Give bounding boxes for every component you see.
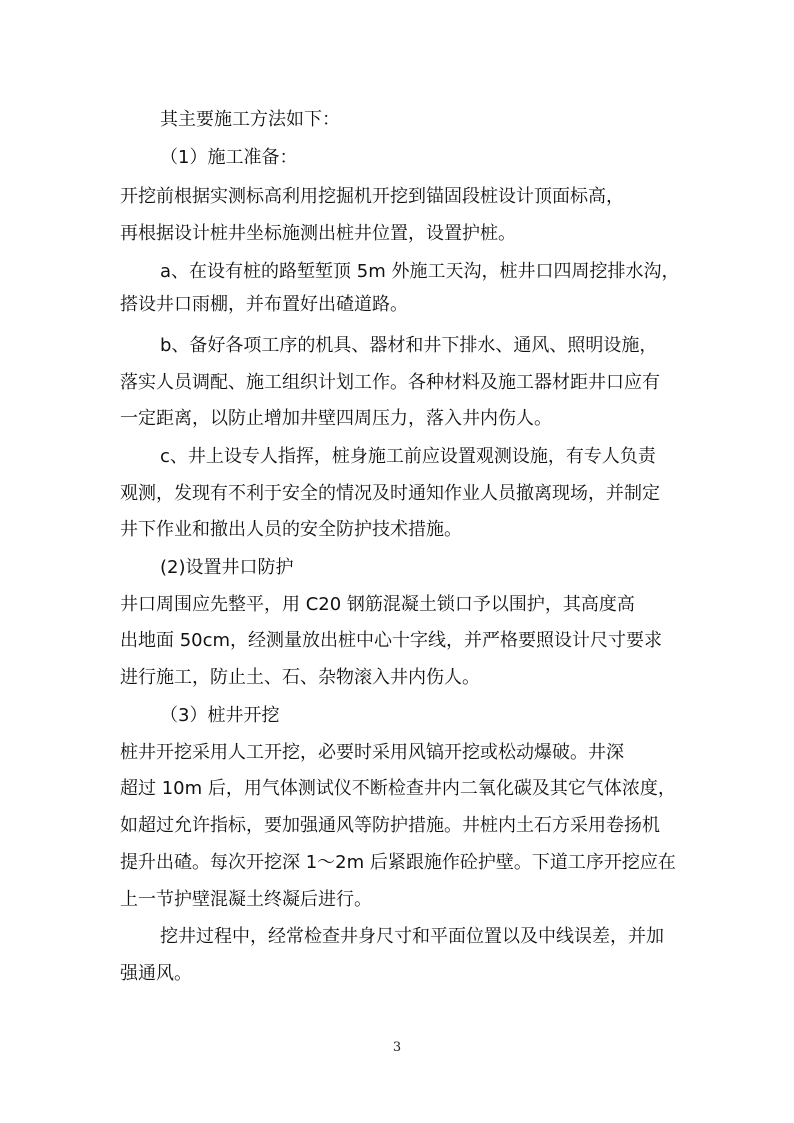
text-line: 超过 10m 后，用气体测试仪不断检查井内二氧化碳及其它气体浓度，: [120, 778, 676, 799]
text-line: 进行施工，防止土、石、杂物滚入井内伤人。: [120, 667, 480, 688]
text-line: 桩井开挖采用人工开挖，必要时采用风镐开挖或松动爆破。井深: [120, 742, 624, 763]
text-line: 出地面 50cm，经测量放出桩中心十字线，并严格要照设计尺寸要求: [120, 630, 663, 651]
item-c-line: c、井上设专人指挥，桩身施工前应设置观测设施，有专人负责: [160, 446, 656, 467]
text-line: 一定距离，以防止增加井壁四周压力，落入井内伤人。: [120, 408, 552, 429]
text-line: 挖井过程中，经常检查井身尺寸和平面位置以及中线误差，并加: [160, 926, 664, 947]
section-3-heading: （3）桩井开挖: [160, 705, 280, 726]
page-number: 3: [392, 1040, 402, 1055]
text-line: 搭设井口雨棚，并布置好出碴道路。: [120, 294, 408, 315]
section-1-heading: （1）施工准备：: [160, 147, 298, 168]
item-a-line: a、在设有桩的路堑堑顶 5m 外施工天沟，桩井口四周挖排水沟，: [160, 261, 680, 282]
intro-line: 其主要施工方法如下：: [160, 109, 340, 130]
text-line: 观测，发现有不利于安全的情况及时通知作业人员撤离现场，并制定: [120, 483, 660, 504]
text-line: 井下作业和撤出人员的安全防护技术措施。: [120, 519, 462, 540]
section-2-heading: (2)设置井口防护: [160, 557, 294, 578]
text-line: 再根据设计桩井坐标施测出桩井位置，设置护桩。: [120, 223, 516, 244]
text-line: 井口周围应先整平，用 C20 钢筋混凝土锁口予以围护，其高度高: [120, 594, 635, 615]
text-line: 上一节护壁混凝土终凝后进行。: [120, 889, 372, 910]
text-line: 落实人员调配、施工组织计划工作。各种材料及施工器材距井口应有: [120, 372, 660, 393]
text-line: 提升出碴。每次开挖深 1～2m 后紧跟施作砼护壁。下道工序开挖应在: [120, 852, 676, 873]
text-line: 开挖前根据实测标高利用挖掘机开挖到锚固段桩设计顶面标高，: [120, 186, 624, 207]
text-line: 如超过允许指标，要加强通风等防护措施。井桩内土石方采用卷扬机: [120, 815, 660, 836]
text-line: 强通风。: [120, 963, 192, 984]
item-b-line: b、备好各项工序的机具、器材和井下排水、通风、照明设施，: [160, 335, 658, 356]
